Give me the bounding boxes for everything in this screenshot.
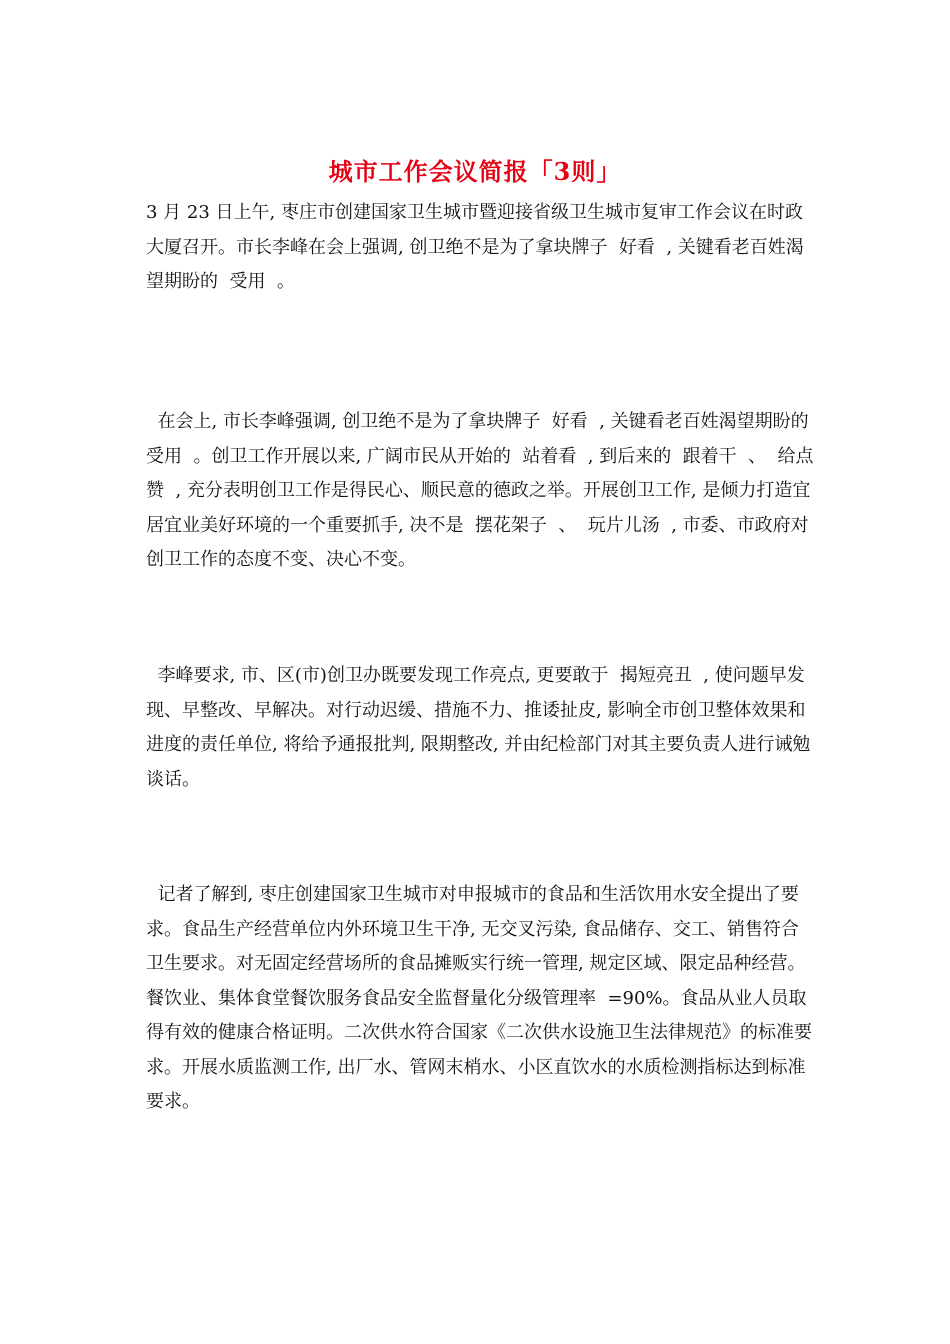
paragraph-meeting-intro: 3 月 23 日上午, 枣庄市创建国家卫生城市暨迎接省级卫生城市复审工作会议在时政大厦召开。市长李峰在会上强调, 创卫绝不是为了拿块牌子 好看 , 关键看老百姓渴望期盼的 受用 。 xyxy=(146,202,804,292)
document-title: 城市工作会议简报「3则」 xyxy=(328,157,622,186)
paragraph-requirements: 李峰要求, 市、区(市)创卫办既要发现工作亮点, 更要敢于 揭短亮丑 , 使问题早发现、早整改、早解决。对行动迟缓、措施不力、推诿扯皮, 影响全市创卫整体效果和进度的责任单位, 将给予通报批判, 限期整改, 并由纪检部门对其主要负责人进行诫勉谈话。 xyxy=(146,665,811,790)
paragraph-food-water-safety: 记者了解到, 枣庄创建国家卫生城市对申报城市的食品和生活饮用水安全提出了要求。食品生产经营单位内外环境卫生干净, 无交叉污染, 食品储存、交工、销售符合卫生要求。对无固定经营场所的食品摊贩实行统一管理, 规定区域、限定品种经营。餐饮业、集体食堂餐饮服务食品安全监督量化分级管理率 =90%。食品从业人员取得有效的健康合格证明。二次供水符合国家《二次供水设施卫生法律规范》的标准要求。开展水质监测工作, 出厂水、管网末梢水、小区直饮水的水质检测指标达到标准要求。 xyxy=(146,884,812,1112)
paragraph-mayor-remarks: 在会上, 市长李峰强调, 创卫绝不是为了拿块牌子 好看 , 关键看老百姓渴望期盼的 受用 。创卫工作开展以来, 广阔市民从开始的 站着看 , 到后来的 跟着干 、 给点赞 , 充分表明创卫工作是得民心、顺民意的德政之举。开展创卫工作, 是倾力打造宜居宜业美好环境的一个重要抓手, 决不是 摆花架子 、 玩片儿汤 , 市委、市政府对创卫工作的态度不变、决心不变。 xyxy=(146,411,821,570)
